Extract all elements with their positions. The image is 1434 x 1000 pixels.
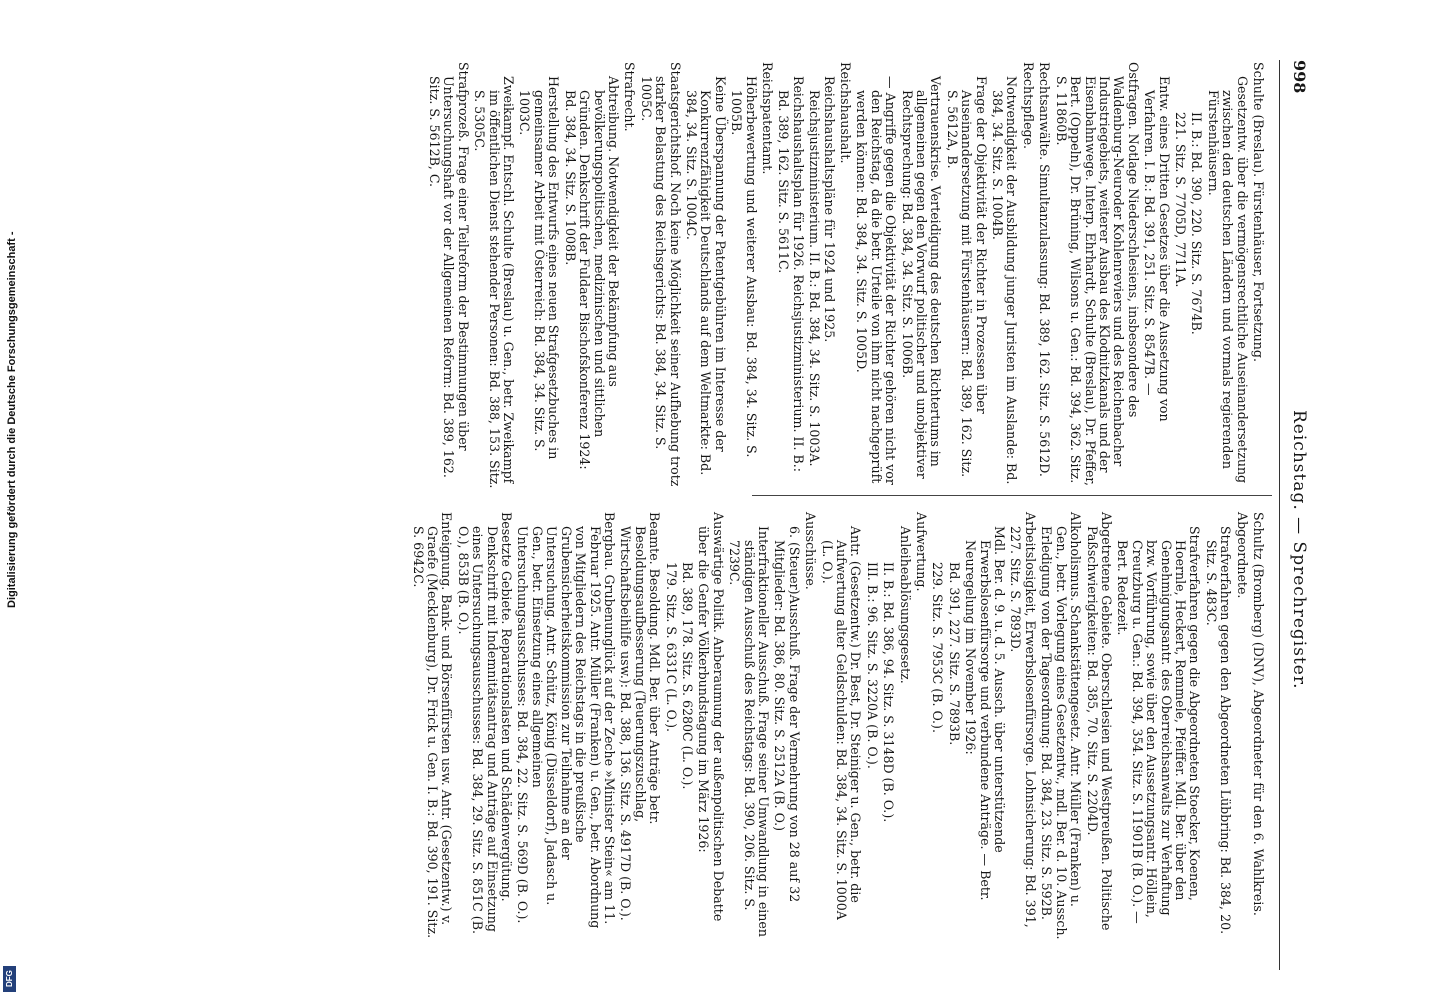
register-entry: Besetzte Gebiete. Reparationslasten und Schädenvergütung. Denkschrift mit Indemnitätsantrag und Anträge auf Einsetzung eines Untersuchungsausschusses: Bd. 384, 29. Sitz. S. 851C (B. O.), 853B (B. O.).: [455, 512, 515, 934]
page-number: 998: [1290, 60, 1309, 94]
register-entry: Rechtspflege.: [1020, 62, 1036, 150]
register-entry: Keine Überspannung der Patentgebühren im Interesse der Konkurrenzfähigkeit Deutschlands auf dem Weltmarkte: Bd. 384, 34. Sitz. S. 1004C.: [683, 76, 728, 476]
page-title: Reichstag. — Sprechregister.: [1289, 410, 1309, 690]
register-entry: Enteignung. Bank- und Börsenfürsten usw. Antr. (Gesetzentw.) v. Graefe (Mecklenburg), Dr. Frick u. Gen. I. B.: Bd. 390, 191. Sitz. S. 6942C.: [410, 512, 455, 939]
header-rule: [1279, 60, 1280, 970]
register-entry: Ostfragen. Notlage Niederschlesiens, insbesondere des Waldenburg-Neuroder Kohlenreviers und des Reichenbacher Industriegebiets, weiterer Ausbau des Klodnitzkanals und der Eisenbahnwege. Interp. Ehrhardt, Schulte (Breslau), Dr. Pfeffer, Bert. (Oppeln), Dr. Brüning, Wilsons u. Gen.: Bd. 394, 362. Sitz. S. 11860B.: [1053, 62, 1141, 487]
register-entry: Staatsgerichtshof. Noch keine Möglichkeit seiner Aufhebung trotz starker Belastung des Reichsgerichts: Bd. 384, 34. Sitz. S. 1005C.: [638, 62, 683, 487]
dfg-logo: DFG: [3, 966, 16, 992]
register-entry: Frage der Objektivität der Richter in Prozessen über Auseinandersetzung mit Fürstenhäusern: Bd. 389, 162. Sitz. S. 5612A, B.: [944, 76, 989, 478]
register-entry: Rechtsanwälte. Simultanzulassung: Bd. 389, 162. Sitz. S. 5612D.: [1037, 62, 1053, 477]
register-entry: Auswärtige Politik. Anberaumung der außenpolitischen Debatte über die Genfer Völkerbundstagung im März 1926:: [696, 512, 726, 922]
register-entry: Gesetzentw. über die vermögensrechtliche Auseinandersetzung zwischen den deutschen Ländern und vormals regierenden Fürstenhäusern.: [1205, 76, 1250, 484]
register-entry: Zweikampf. Entschl. Schulte (Breslau) u. Gen., betr. Zweikampf im öffentlichen Dienst stehender Personen: Bd. 388, 153. Sitz. S. 5305C.: [472, 76, 517, 489]
register-entry: Strafprozeß. Frage einer Teilreform der Bestimmungen über Untersuchungshaft vor der Allgemeinen Reform: Bd. 389, 162. Sitz. S. 5612B, C.: [427, 62, 471, 478]
register-entry: 6. (Steuer)Ausschuß. Frage der Vermehrung von 28 auf 32 Mitglieder: Bd. 386, 80. Sitz. S. 2512A (B. O.): [772, 526, 802, 903]
register-entry: Abgetretene Gebiete. Oberschlesien und Westpreußen. Politische Paßschwierigkeiten: Bd. 385, 70. Sitz. S. 2204D.: [1084, 512, 1114, 931]
register-entry: Abgeordnete.: [1234, 512, 1250, 599]
left-column: [425, 62, 1265, 490]
register-entry: Schultz (Bromberg) (DNV), Abgeordneter für den 6. Wahlkreis.: [1251, 512, 1266, 916]
register-entry: Alkoholismus. Schankstättengesetz. Antr. Müller (Franken) u. Gen., betr. Vorlegung eines Gesetzentw., mdl. Ber. d. 10. Aussch. Erledigung von der Tagesordnung: Bd. 384, 23. Sitz. S. 592B.: [1039, 512, 1084, 940]
register-entry: 221. Sitz. S. 7705D, 7711A.: [1172, 112, 1188, 288]
right-column: [408, 512, 1265, 940]
register-entry: Reichshaushaltspläne für 1924 und 1925. Reichsjustizministerium. II. B.: Bd. 384, 34. Sitz. S. 1003A.: [807, 76, 837, 467]
register-entry: Reichshaushaltsplan für 1926. Reichsjustizministerium. II. B.: Bd. 389, 162. Sitz. S. 5611C.: [776, 76, 806, 472]
register-entry: Abtreibung. Notwendigkeit der Bekämpfung aus bevölkerungspolitischen, medizinischen und sittlichen Gründen. Denkschrift der Fuldaer Bischofskonferenz 1924: Bd. 384, 34. Sitz. S. 1008B.: [562, 76, 621, 470]
register-entry: Bd. 391, 227. Sitz. S. 7893B.: [946, 562, 962, 746]
register-page: [89, 0, 1309, 1000]
register-entry: 229. Sitz. S. 7953C (B. O.).: [930, 562, 946, 733]
register-entry: — Angriffe gegen die Objektivität der Richter gehören nicht vor den Reichstag, da die betr. Urteile von ihm nicht nachgeprüft werden können: Bd. 384, 34. Sitz. S. 1005D.: [854, 76, 899, 485]
register-entry: 179. Sitz. S. 6331C (L. O.).: [663, 562, 679, 733]
register-entry: Schulte (Breslau). Fürstenhäuser, Fortsetzung.: [1251, 62, 1266, 362]
register-entry: Notwendigkeit der Ausbildung junger Juristen im Auslande: Bd. 384, 34. Sitz. S. 1004B.: [990, 76, 1020, 485]
register-entry: Höherbewertung und weiterer Ausbau: Bd. 384, 34. Sitz. S. 1005B.: [729, 76, 759, 458]
register-entry: Beamte. Besoldung. Mdl. Ber. über Anträge betr. Besoldungsaufbesserung (Teuerungszuschlag, Wirtschaftsbeihilfe usw.): Bd. 388, 136. Sitz. S. 4917D (B. O.).: [618, 512, 663, 921]
register-entry: Bergbau. Grubenunglück auf der Zeche »Minister Stein« am 11. Februar 1925. Antr. Müller (Franken) u. Gen., betr. Abordnung von Mitgliedern des Reichstags in die preußische Grubensicherheitskommission zur Teilnahme an der Untersuchung. Antr. Schütz, König (Düsseldorf), Jadasch u. Gen., betr. Einsetzung eines allgemeinen Untersuchungsausschusses: Bd. 384, 22. Sitz. S. 569D (B. O.).: [515, 512, 617, 929]
column-divider: [752, 495, 1272, 496]
register-entry: Vertrauenskrise. Verteidigung des deutschen Richtertums im allgemeinen gegen den Vorwurf politischer und unobjektiver Rechtsprechung: Bd. 384, 34. Sitz. S. 1006B.: [899, 76, 944, 479]
register-entry: Entw. eines Dritten Gesetzes über die Aussetzung von Verfahren. I. B.: Bd. 391, 251. Sitz. S. 8547B. —: [1142, 76, 1172, 422]
register-entry: Herstellung des Entwurfs eines neuen Strafgesetzbuches in gemeinsamer Arbeit mit Österreich: Bd. 384, 34. Sitz. S. 1003C.: [517, 76, 562, 460]
register-entry: Strafverfahren gegen die Abgeordneten Stoecker, Koenen, Hoernle, Heckert, Remmele, Pfeiffer. Mdl. Ber. über den Genehmigungsantr. des Oberreichsanwalts zur Verhaftung bzw. Vorführung, sowie über den Aussetzungsantr. Höllein, Creutzburg u. Gen.: Bd. 394, 354. Sitz. S. 11901B (B. O.). — Bert. Redezeit.: [1115, 526, 1203, 924]
register-entry: Ausschüsse.: [803, 512, 819, 590]
register-entry: III. B.: 96. Sitz. S. 3220A (B. O.).: [864, 562, 880, 769]
register-entry: Anleiheablösungsgesetz.: [897, 526, 913, 684]
register-entry: Bd. 389, 178. Sitz. S. 6280C (L. O.).: [679, 562, 695, 790]
register-entry: Reichspatentamt.: [760, 62, 775, 175]
register-entry: Strafverfahren gegen den Abgeordneten Lübbring: Bd. 384, 20. Sitz. S. 483C.: [1203, 526, 1234, 935]
register-entry: Reichshaushalt.: [838, 62, 854, 164]
register-entry: II. B.: Bd. 386, 94. Sitz. S. 3148D (B. O.).: [881, 562, 897, 823]
register-entry: Arbeitslosigkeit, Erwerbslosenfürsorge. Lohnsicherung: Bd. 391, 227. Sitz. S. 7893D.: [1008, 512, 1038, 928]
register-entry: Strafrecht.: [622, 62, 638, 132]
register-entry: II. B.: Bd. 390, 220. Sitz. S. 7674B.: [1189, 112, 1205, 335]
digitization-note: Digitalisierung gefördert durch die Deutsche Forschungsgemeinschaft -: [6, 231, 18, 608]
register-entry: Aufwertung.: [914, 512, 930, 592]
register-entry: Interfraktioneller Ausschuß. Frage seiner Umwandlung in einen ständigen Ausschuß des Reichstags: Bd. 390, 206. Sitz. S. 7239C.: [727, 526, 771, 937]
register-entry: Mdl. Ber. d. 9. u. d. 5. Aussch. über unterstützende Erwerbslosenfürsorge und verbundene Anträge. — Betr. Neuregelung im November 1926:: [963, 526, 1008, 901]
register-entry: Antr. (Gesetzentw.) Dr. Best, Dr. Steiniger u. Gen., betr. die Aufwertung alter Geldschulden: Bd. 384, 34. Sitz. S. 1000A (L. O.).: [819, 526, 864, 920]
